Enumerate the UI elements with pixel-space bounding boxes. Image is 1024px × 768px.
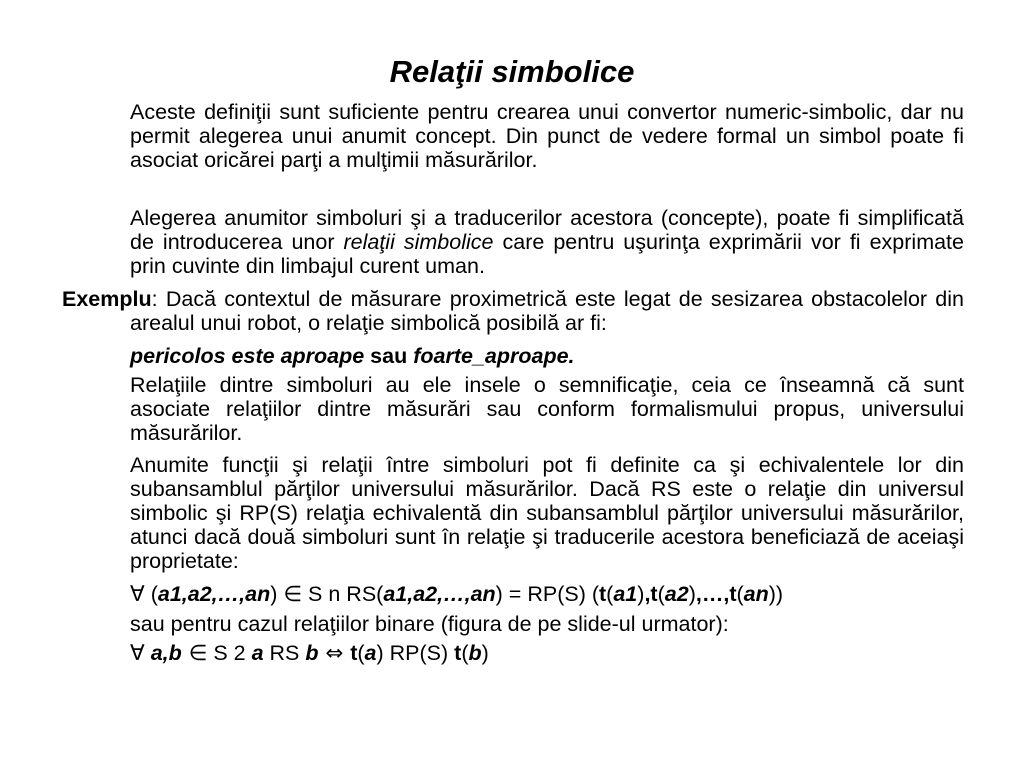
formula-t: t (350, 641, 358, 665)
formula-arg: a2 (664, 582, 689, 606)
formula-t: t (729, 582, 737, 606)
formula-text: ) (270, 582, 284, 606)
formula-text: ) RP(S) (376, 641, 455, 665)
formula-args: a,b (144, 641, 182, 665)
rule-conclusion: foarte_aproape. (413, 344, 575, 368)
formula-general (130, 582, 964, 607)
formula-arg: a1 (613, 582, 638, 606)
formula-binary (130, 641, 964, 666)
formula-arg: a (251, 641, 264, 665)
formula-arg: b (305, 641, 319, 665)
paragraph-symbol-choice-end: care pentru uşurinţa exprimării vor fi exprimate prin cuvinte din limbajul curent uman. (130, 230, 964, 278)
formula-text: ( (144, 582, 158, 606)
paragraph-relations-meaning: Relaţiile dintre simboluri au ele insele o semnificaţie, ceia ce înseamnă că sunt asociate relaţiilor dintre măsurări sau conform formalismului propus, universului măsurărilor. (130, 373, 964, 445)
formula-text: ) (481, 641, 489, 665)
example-rule (130, 344, 964, 368)
paragraph-functions: Anumite funcţii şi relaţii între simboluri pot fi definite ca şi echivalentele lor din subansamblul părţilor universului măsurărilor. Dacă RS este o relaţie din universul simbolic şi RP(S) relaţia echivalentă din subansamblul părţilor universului măsurărilor, atunci dacă două simboluri sunt în relaţie şi traducerile acestora beneficiază de aceiaşi proprietate: (130, 453, 964, 573)
rule-premise: pericolos este aproape (130, 344, 365, 368)
formula-text: ,…, (695, 582, 730, 606)
rule-connector: sau (364, 344, 414, 368)
paragraph-symbol-choice-start: Alegerea anumitor simboluri şi a traducerilor acestora (concepte), poate fi simplificată de introducerea unor (130, 206, 964, 254)
paragraph-symbol-choice (130, 206, 964, 278)
formula-text: RS (263, 641, 306, 665)
formula-text: ( (606, 582, 614, 606)
iff-symbol: ⇔ (318, 641, 351, 666)
formula-t: t (454, 641, 462, 665)
element-of-symbol: ∈ (283, 582, 303, 607)
formula-text: ( (657, 582, 665, 606)
formula-text: ) (637, 582, 645, 606)
formula-text: S 2 (207, 641, 252, 665)
slide-title: Relaţii simbolice (389, 54, 635, 89)
example-label: Exemplu (62, 287, 152, 311)
formula-arg: b (468, 641, 482, 665)
formula-args: a1,a2,…,an (383, 582, 496, 606)
formula-text: ( (736, 582, 744, 606)
paragraph-binary-relations: sau pentru cazul relaţiilor binare (figura de pe slide-ul urmator): (130, 612, 729, 636)
formula-text: )) (768, 582, 784, 606)
formula-arg: a (364, 641, 377, 665)
element-of-symbol: ∈ (181, 641, 208, 666)
formula-text: ) = RP(S) ( (495, 582, 599, 606)
symbolic-relations-term: relaţii simbolice (343, 230, 494, 254)
example-text: : Dacă contextul de măsurare proximetrică este legat de sesizarea obstacolelor din arealul unui robot, o relaţie simbolică posibilă ar fi: (130, 287, 964, 335)
formula-text: ( (461, 641, 469, 665)
formula-args: a1,a2,…,an (157, 582, 271, 606)
example-paragraph (62, 287, 964, 335)
formula-text: ) (688, 582, 696, 606)
formula-text: ( (357, 641, 365, 665)
formula-t: t (599, 582, 607, 606)
formula-arg: an (743, 582, 769, 606)
forall-symbol: ∀ (130, 641, 145, 666)
formula-t: t (650, 582, 658, 606)
forall-symbol: ∀ (130, 582, 145, 607)
paragraph-definitions: Aceste definiţii sunt suficiente pentru crearea unui convertor numeric-simbolic, dar nu permit alegerea unui anumit concept. Din punct de vedere formal un simbol poate fi asociat oricărei parţi a mulţimii măsurărilor. (130, 100, 964, 172)
formula-text: , (644, 582, 651, 606)
formula-text: S n RS( (302, 582, 384, 606)
